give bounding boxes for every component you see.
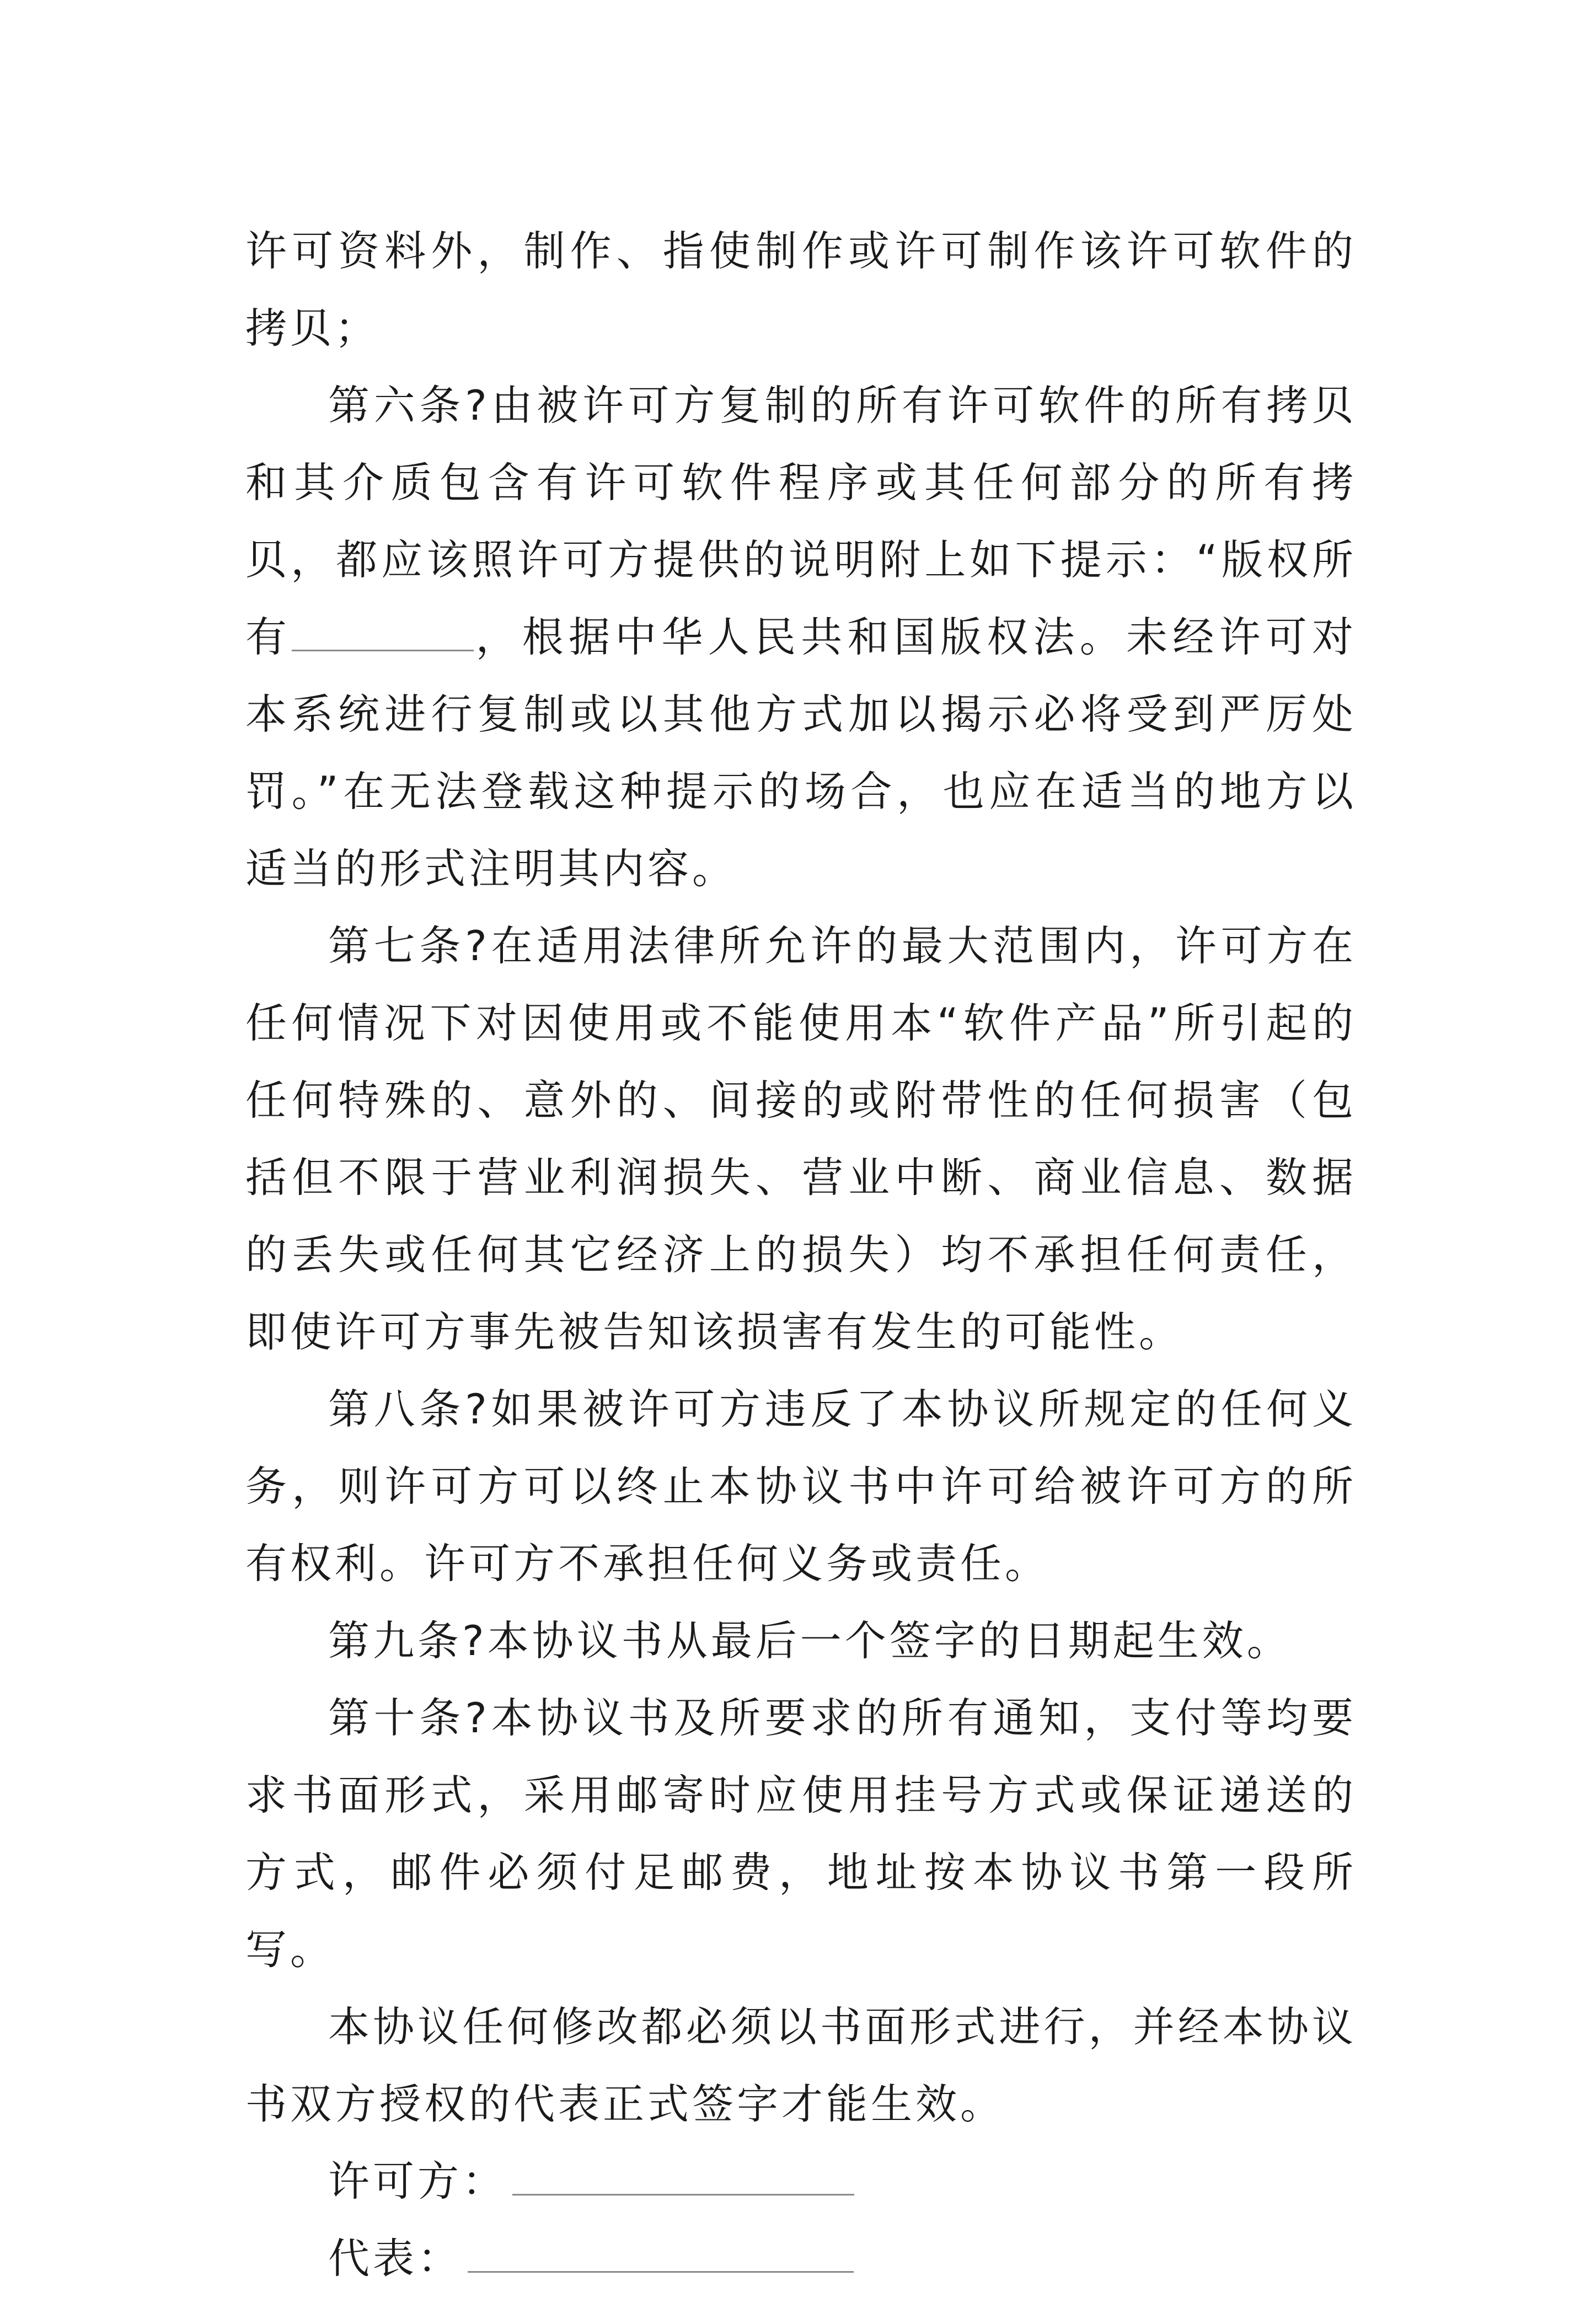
copyright-holder-blank xyxy=(292,610,474,651)
paragraph-continuation: 许可资料外，制作、指使制作或许可制作该许可软件的拷贝； xyxy=(245,227,1357,352)
article-6-text-before: 第六条?由被许可方复制的所有许可软件的所有拷贝和其介质包含有许可软件程序或其任何部分的所有拷贝，都应该照许可方提供的说明附上如下提示：“版权所有 xyxy=(245,381,1357,661)
representative-blank xyxy=(468,2231,854,2273)
licensor-signature-line xyxy=(245,2143,1357,2220)
licensor-label: 许可方： xyxy=(328,2157,507,2205)
paragraph-article-8: 第八条?如果被许可方违反了本协议所规定的任何义务，则许可方可以终止本协议书中许可给被许可方的所有权利。许可方不承担任何义务或责任。 xyxy=(245,1385,1357,1588)
article-6-text-after: ，根据中华人民共和国版权法。未经许可对本系统进行复制或以其他方式加以揭示必将受到严厉处罚。”在无法登载这种提示的场合，也应在适当的地方以适当的形式注明其内容。 xyxy=(245,613,1357,893)
paragraph-article-9: 第九条?本协议书从最后一个签字的日期起生效。 xyxy=(328,1616,1292,1665)
representative-label: 代表： xyxy=(328,2234,463,2283)
paragraph-article-7: 第七条?在适用法律所允许的最大范围内，许可方在任何情况下对因使用或不能使用本“软件产品”所引起的任何特殊的、意外的、间接的或附带性的任何损害（包括但不限于营业利润损失、营业中断、商业信息、数据的丢失或任何其它经济上的损失）均不承担任何责任，即使许可方事先被告知该损害有发生的可能性。 xyxy=(245,922,1357,1356)
licensor-blank xyxy=(512,2154,854,2196)
document-body xyxy=(245,212,1357,2297)
representative-signature-line xyxy=(245,2220,1357,2297)
paragraph-article-6 xyxy=(245,367,1357,907)
paragraph-article-10: 第十条?本协议书及所要求的所有通知，支付等均要求书面形式，采用邮寄时应使用挂号方式或保证递送的方式，邮件必须付足邮费，地址按本协议书第一段所写。 xyxy=(245,1694,1357,1974)
paragraph-amendment: 本协议任何修改都必须以书面形式进行，并经本协议书双方授权的代表正式签字才能生效。 xyxy=(245,2002,1357,2128)
